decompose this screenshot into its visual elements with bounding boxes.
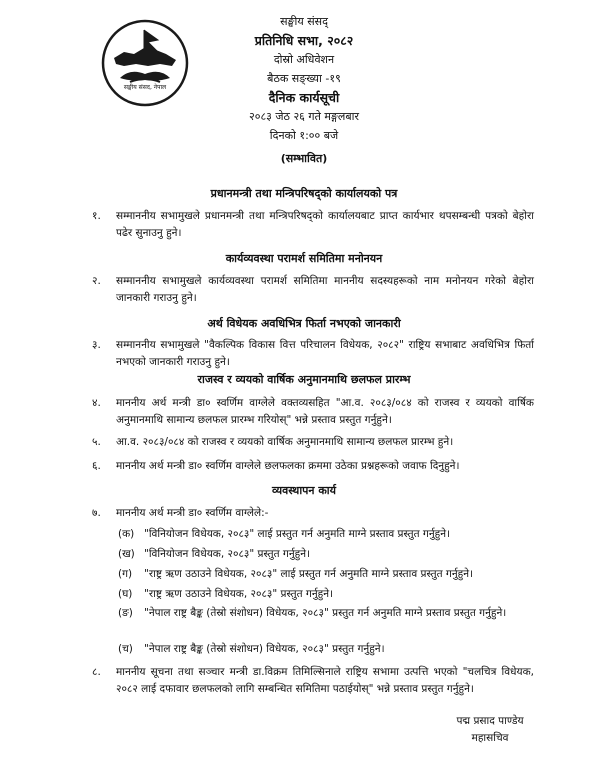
signatory-name: पद्म प्रसाद पाण्डेय xyxy=(456,715,524,727)
item-text: माननीय अर्थ मन्त्री डा० स्वर्णिम वाग्लेले छलफलका क्रममा उठेका प्रश्नहरूको जवाफ दिनुहुने। xyxy=(116,460,460,472)
parliament-name: सङ्घीय संसद् xyxy=(280,15,328,28)
sub-item-text: "विनियोजन विधेयक, २०८३" लाई प्रस्तुत गर्न अनुमति माग्ने प्रस्ताव प्रस्तुत गर्नुहुने। xyxy=(144,528,451,540)
item-number: ३. xyxy=(92,339,101,351)
sub-item-text: "विनियोजन विधेयक, २०८३" प्रस्तुत गर्नुहुने। xyxy=(144,548,311,560)
sitting-number: बैठक सङ्ख्या -१९ xyxy=(267,72,341,85)
sub-item-text: "राष्ट्र ऋण उठाउने विधेयक, २०८३" प्रस्तुत गर्नुहुने। xyxy=(144,588,334,600)
signature-block xyxy=(420,713,560,747)
sub-item-label: (ङ) xyxy=(118,607,133,619)
agenda-time: दिनको १:०० बजे xyxy=(269,129,339,142)
house-name: प्रतिनिधि सभा, २०८२ xyxy=(254,33,354,48)
item-text: सम्माननीय सभामुखले कार्यव्यवस्था परामर्श समितिमा माननीय सदस्यहरूको नाम मनोनयन गरेको बेहोरा जानकारी गराउनु हुने। xyxy=(116,275,534,304)
signatory-title: महासचिव xyxy=(471,732,509,744)
section-title: प्रधानमन्त्री तथा मन्त्रिपरिषद्को कार्यालयको पत्र xyxy=(210,187,398,200)
item-text: सम्माननीय सभामुखले प्रधानमन्त्री तथा मन्त्रिपरिषद्को कार्यालयबाट प्राप्त कार्यभार थपसम्बन्धी पत्रको बेहोरा पढेर सुनाउनु हुने। xyxy=(116,210,534,239)
sub-item-label: (क) xyxy=(118,528,135,540)
item-number: ८. xyxy=(92,666,101,678)
item-number: १. xyxy=(92,210,101,222)
sub-item-text: "नेपाल राष्ट्र बैङ्क (तेस्रो संशोधन) विधेयक, २०८३" प्रस्तुत गर्न अनुमति माग्ने प्रस्ताव प्रस्तुत गर्नुहुने। xyxy=(144,607,507,619)
sub-item-label: (घ) xyxy=(118,588,133,600)
sub-item-label: (च) xyxy=(118,643,133,655)
item-text: सम्माननीय सभामुखले "वैकल्पिक विकास वित्त परिचालन विधेयक, २०८२" राष्ट्रिय सभाबाट अवधिभित्र फिर्ता नभएको जानकारी गराउनु हुने। xyxy=(116,339,534,368)
item-number: ६. xyxy=(92,460,101,472)
section-title: व्यवस्थापन कार्य xyxy=(271,484,337,497)
sub-item-text: "नेपाल राष्ट्र बैङ्क (तेस्रो संशोधन) विधेयक, २०८३" प्रस्तुत गर्नुहुने। xyxy=(144,643,385,655)
sub-item-text: "राष्ट्र ऋण उठाउने विधेयक, २०८३" लाई प्रस्तुत गर्न अनुमति माग्ने प्रस्ताव प्रस्तुत गर्नुहुने। xyxy=(144,568,474,580)
section-title: कार्यव्यवस्था परामर्श समितिमा मनोनयन xyxy=(225,252,383,265)
item-number: ५. xyxy=(92,436,101,448)
item-text: माननीय अर्थ मन्त्री डा० स्वर्णिम वाग्लेले:- xyxy=(116,507,269,519)
logo-caption: सङ्घीय संसद, नेपाल xyxy=(123,84,167,91)
item-number: ७. xyxy=(92,507,101,519)
section-title: अर्थ विधेयक अवधिभित्र फिर्ता नभएको जानकारी xyxy=(207,317,401,330)
probable-label: (सम्भावित) xyxy=(280,152,328,165)
item-number: ४. xyxy=(92,397,101,409)
item-number: २. xyxy=(92,275,101,287)
sub-item-label: (ग) xyxy=(118,568,133,580)
item-text: माननीय सूचना तथा सञ्चार मन्त्री डा.विक्रम तिमिल्सिनाले राष्ट्रिय सभामा उत्पत्ति भएको "चलचित्र विधेयक, २०८२ लाई दफावार छलफलको लागि सम्बन्धित समितिमा पठाईयोस्" भन्ने प्रस्ताव प्रस्तुत गर्नुहुने। xyxy=(116,666,534,695)
sub-item-label: (ख) xyxy=(118,548,135,560)
session-label: दोस्रो अधिवेशन xyxy=(273,53,335,66)
item-text: माननीय अर्थ मन्त्री डा० स्वर्णिम वाग्लेले वक्तव्यसहित "आ.व. २०८३/०८४ को राजस्व र व्ययको वार्षिक अनुमानमाथि सामान्य छलफल प्रारम्भ गरियोस्" भन्ने प्रस्ताव प्रस्तुत गर्नुहुने। xyxy=(116,397,534,426)
agenda-title: दैनिक कार्यसूची xyxy=(268,90,340,105)
agenda-header xyxy=(0,12,608,168)
section-title: राजस्व र व्ययको वार्षिक अनुमानमाथि छलफल प्रारम्भ xyxy=(197,373,411,386)
item-text: आ.व. २०८३/०८४ को राजस्व र व्ययको वार्षिक अनुमानमाथि सामान्य छलफल प्रारम्भ हुने। xyxy=(116,436,454,448)
agenda-date: २०८३ जेठ २६ गते मङ्गलबार xyxy=(249,110,359,123)
